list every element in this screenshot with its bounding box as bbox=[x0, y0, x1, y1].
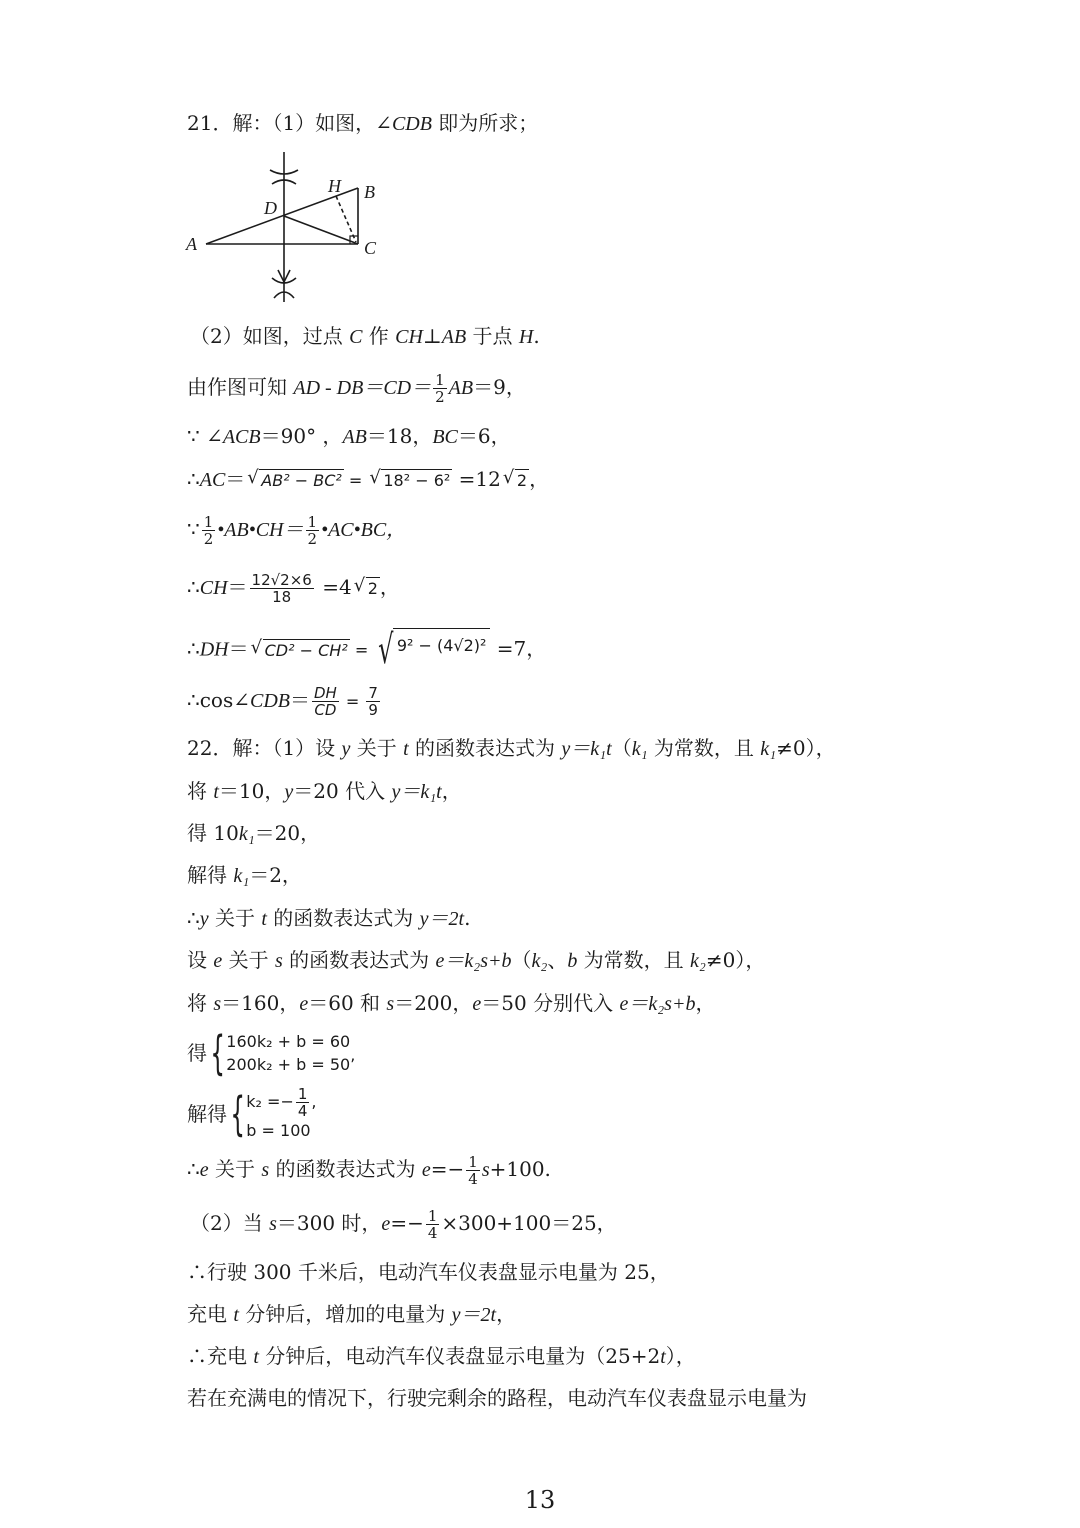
q22-step-10 bbox=[187, 1343, 696, 1370]
text: ， bbox=[529, 467, 550, 491]
math: e bbox=[299, 993, 309, 1015]
math: s bbox=[213, 993, 222, 1015]
math: k₁ bbox=[760, 738, 777, 760]
math: k₂ =− bbox=[246, 1092, 294, 1111]
math: e bbox=[381, 1213, 391, 1235]
numerator: 1 bbox=[307, 513, 318, 531]
fraction bbox=[296, 1086, 310, 1119]
text: =12 bbox=[452, 467, 501, 491]
text: 关于 bbox=[208, 1157, 262, 1181]
text: ∴ bbox=[187, 636, 200, 661]
math: •AC•BC， bbox=[321, 519, 407, 541]
q22-heading bbox=[187, 735, 836, 762]
math: t bbox=[233, 1304, 239, 1326]
math: y＝k₁t bbox=[391, 781, 442, 803]
system-rows bbox=[226, 1030, 355, 1076]
text: ∵ ∠ bbox=[187, 424, 223, 448]
sqrt-large bbox=[373, 628, 490, 672]
q21-heading-tail: 即为所求； bbox=[431, 111, 539, 135]
math: y bbox=[199, 908, 209, 930]
text: ＝2， bbox=[249, 863, 302, 887]
label-c: C bbox=[364, 238, 377, 258]
text: ＝ bbox=[225, 467, 246, 491]
math: k₂ bbox=[531, 950, 548, 972]
sqrt bbox=[369, 468, 452, 494]
text: 为常数，且 bbox=[647, 736, 761, 760]
text: 的函数表达式为 bbox=[282, 948, 436, 972]
text: . bbox=[533, 324, 540, 348]
text: 设 bbox=[187, 948, 214, 972]
numerator: 1 bbox=[297, 1085, 308, 1103]
denominator: 18 bbox=[272, 588, 292, 606]
denominator: 2 bbox=[203, 530, 214, 548]
math: t bbox=[253, 1346, 259, 1368]
brace: { bbox=[230, 1087, 245, 1141]
fraction bbox=[312, 685, 339, 718]
sqrt bbox=[503, 468, 529, 494]
numerator: 12√2×6 bbox=[251, 571, 312, 589]
segment-ch bbox=[336, 196, 356, 242]
math: k₁ bbox=[233, 865, 250, 887]
text: ∴cos∠ bbox=[187, 688, 250, 712]
math: H bbox=[518, 326, 534, 348]
segment-dc bbox=[284, 216, 358, 244]
math: y bbox=[284, 781, 294, 803]
denominator: CD bbox=[314, 701, 337, 719]
q21-step-2 bbox=[187, 423, 511, 450]
math: e bbox=[421, 1159, 431, 1181]
math: CDB bbox=[250, 690, 290, 712]
text: （2）当 bbox=[190, 1211, 270, 1235]
text: ∴ bbox=[187, 467, 200, 491]
text: =− bbox=[430, 1157, 465, 1181]
text: ≠0）， bbox=[705, 948, 766, 972]
math: y bbox=[341, 738, 351, 760]
numerator: 1 bbox=[203, 513, 214, 531]
math: t bbox=[261, 908, 267, 930]
math: t bbox=[660, 1346, 666, 1368]
text: ∴ bbox=[187, 906, 200, 930]
q21-step-4 bbox=[187, 514, 406, 547]
text: 由作图可知 bbox=[187, 375, 294, 399]
text: 22．解：（1）设 bbox=[187, 736, 342, 760]
fraction bbox=[306, 514, 320, 547]
math: t bbox=[213, 781, 219, 803]
math: •AB•CH＝ bbox=[217, 519, 304, 541]
text: 关于 bbox=[350, 736, 404, 760]
system-row bbox=[246, 1086, 316, 1119]
text: ＝60 和 bbox=[308, 991, 387, 1015]
text: ∴ bbox=[187, 1157, 200, 1181]
text: （ bbox=[511, 948, 532, 972]
math: y＝2t bbox=[419, 908, 465, 930]
fraction bbox=[433, 372, 447, 405]
math: C bbox=[349, 326, 363, 348]
math: AC bbox=[199, 469, 226, 491]
text: +100. bbox=[489, 1157, 551, 1181]
math: s bbox=[481, 1159, 490, 1181]
q22-step-2 bbox=[187, 820, 320, 847]
math: s bbox=[261, 1159, 270, 1181]
q22-step-9 bbox=[187, 1301, 516, 1328]
sqrt bbox=[354, 576, 380, 602]
text: 为常数，且 bbox=[577, 948, 691, 972]
math: s bbox=[269, 1213, 277, 1235]
text: 的函数表达式为 bbox=[269, 1157, 422, 1181]
text: 若在充满电的情况下，行驶完剩余的路程，电动汽车仪表盘显示电量为 bbox=[187, 1386, 807, 1410]
text: 、 bbox=[547, 948, 568, 972]
math: = bbox=[340, 692, 365, 711]
text: （ bbox=[611, 736, 632, 760]
label-d: D bbox=[264, 198, 277, 218]
denominator: 2 bbox=[307, 530, 318, 548]
text: ∴行驶 300 千米后，电动汽车仪表盘显示电量为 25， bbox=[187, 1260, 670, 1284]
math: e bbox=[472, 993, 482, 1015]
text: 的函数表达式为 bbox=[408, 736, 562, 760]
numerator: 1 bbox=[468, 1153, 478, 1171]
radicand: 2 bbox=[516, 471, 528, 490]
label-b: B bbox=[364, 182, 375, 202]
text: 解得 bbox=[187, 863, 234, 887]
system-row: 200k₂ + b = 50’ bbox=[226, 1055, 356, 1074]
math: t bbox=[403, 738, 409, 760]
math: y＝2t bbox=[451, 1304, 497, 1326]
math: k₁ bbox=[631, 738, 648, 760]
math: k₂ bbox=[690, 950, 706, 972]
math: s bbox=[386, 993, 395, 1015]
text: ×300+100＝25， bbox=[441, 1211, 617, 1235]
q22-step-4 bbox=[187, 905, 470, 932]
equation-system bbox=[187, 1086, 317, 1142]
denominator: 2 bbox=[435, 388, 445, 406]
q21-heading-angle: ∠CDB bbox=[375, 113, 432, 135]
page-number: 13 bbox=[524, 1486, 556, 1514]
math: e bbox=[213, 950, 223, 972]
q21-step-3 bbox=[187, 466, 549, 494]
q21-step-6 bbox=[187, 628, 546, 672]
math: AB bbox=[342, 426, 367, 448]
numerator: 7 bbox=[368, 684, 378, 702]
text: ＝18， bbox=[366, 424, 433, 448]
radicand: CD² − CH² bbox=[264, 640, 348, 660]
q22-step-1 bbox=[187, 778, 462, 805]
brace: { bbox=[210, 1026, 225, 1080]
text: ＝ bbox=[227, 575, 248, 599]
system-row: b = 100 bbox=[246, 1121, 311, 1140]
math: k₁ bbox=[238, 823, 255, 845]
label-a: A bbox=[186, 234, 197, 254]
text: 分钟后，增加的电量为 bbox=[238, 1302, 452, 1326]
numerator: 1 bbox=[435, 371, 445, 389]
q21-heading-number: 21．解：（1）如图， bbox=[187, 111, 376, 135]
text: 于点 bbox=[466, 324, 519, 348]
text: =7， bbox=[490, 636, 547, 661]
text: . bbox=[464, 906, 471, 930]
sqrt bbox=[247, 468, 343, 494]
text: =− bbox=[390, 1211, 424, 1235]
q22-step-8 bbox=[187, 1259, 670, 1285]
text: ， bbox=[441, 779, 462, 803]
text: 解得 bbox=[187, 1102, 227, 1126]
text: ＝300 时， bbox=[276, 1211, 382, 1235]
q21-step-7 bbox=[187, 685, 382, 718]
fraction bbox=[202, 514, 216, 547]
numerator: DH bbox=[314, 684, 337, 702]
text: 的函数表达式为 bbox=[266, 906, 420, 930]
math: DH bbox=[199, 638, 229, 661]
text: ， bbox=[379, 575, 400, 599]
math: = bbox=[343, 471, 368, 490]
text: 得 10 bbox=[187, 821, 239, 845]
text: 作 bbox=[362, 324, 396, 348]
text: ＝160， bbox=[221, 991, 300, 1015]
text: ∴充电 bbox=[187, 1344, 254, 1368]
equation-system bbox=[187, 1026, 356, 1080]
q22-system-2 bbox=[187, 1086, 317, 1142]
math: CH bbox=[199, 577, 228, 599]
q22-step-11 bbox=[187, 1385, 807, 1411]
text: ＝6， bbox=[457, 424, 511, 448]
text: ＝9， bbox=[473, 375, 526, 399]
math: y＝k₁t bbox=[561, 738, 612, 760]
text: ∴ bbox=[187, 575, 200, 599]
q22-step-7 bbox=[187, 1154, 551, 1187]
text: 关于 bbox=[208, 906, 262, 930]
text: ＝ bbox=[290, 688, 310, 712]
radicand: 18² − 6² bbox=[383, 471, 451, 490]
fraction bbox=[366, 685, 380, 718]
denominator: 4 bbox=[468, 1170, 478, 1188]
text: ＝20 代入 bbox=[293, 779, 392, 803]
numerator: 1 bbox=[427, 1207, 438, 1225]
radicand: 2 bbox=[367, 579, 378, 598]
system-row: 160k₂ + b = 60 bbox=[226, 1032, 351, 1051]
radicand: AB² − BC² bbox=[261, 471, 342, 490]
text: 得 bbox=[187, 1041, 207, 1065]
sqrt-sign: √ bbox=[378, 627, 394, 673]
fraction bbox=[250, 572, 314, 605]
denominator: 4 bbox=[427, 1224, 438, 1242]
system-rows bbox=[246, 1086, 316, 1142]
text: ， bbox=[496, 1302, 517, 1326]
text: （2）如图，过点 bbox=[190, 324, 350, 348]
text: 将 bbox=[187, 991, 214, 1015]
q21-step-1 bbox=[187, 372, 526, 405]
text: ， bbox=[695, 991, 716, 1015]
math: ACB bbox=[222, 426, 261, 448]
math: AB bbox=[448, 377, 474, 399]
denominator: 4 bbox=[297, 1102, 308, 1120]
text: 分钟后，电动汽车仪表盘显示电量为（25+2 bbox=[258, 1344, 661, 1368]
fraction bbox=[426, 1208, 440, 1241]
text: ）， bbox=[665, 1344, 696, 1368]
q21-part2-line bbox=[190, 323, 540, 350]
text: ＝90° ， bbox=[260, 424, 343, 448]
fraction bbox=[466, 1154, 480, 1187]
q22-step-3 bbox=[187, 862, 302, 889]
text: ＝20， bbox=[254, 821, 321, 845]
text: ＝200， bbox=[394, 991, 473, 1015]
math: s bbox=[274, 950, 283, 972]
math: e bbox=[199, 1159, 209, 1181]
text: ＝ bbox=[228, 636, 249, 661]
text: ＝50 分别代入 bbox=[481, 991, 620, 1015]
q22-step-5 bbox=[187, 947, 765, 974]
q22-step-6 bbox=[187, 990, 715, 1017]
radicand: 9² − (4√2)² bbox=[393, 628, 491, 672]
q22-system-1 bbox=[187, 1026, 356, 1080]
sqrt bbox=[251, 638, 350, 664]
q21-step-5 bbox=[187, 572, 400, 605]
math: e＝k₂s+b bbox=[435, 950, 512, 972]
math: AD - DB＝CD＝ bbox=[293, 377, 432, 399]
q21-geometry-figure bbox=[180, 148, 400, 308]
text: 关于 bbox=[222, 948, 275, 972]
text: ＝10， bbox=[218, 779, 285, 803]
math: BC bbox=[432, 426, 458, 448]
text: 充电 bbox=[187, 1302, 234, 1326]
math: e＝k₂s+b bbox=[619, 993, 696, 1015]
math: CH⊥AB bbox=[395, 326, 467, 348]
denominator: 9 bbox=[368, 701, 378, 719]
text: 将 bbox=[187, 779, 214, 803]
text: ∵ bbox=[187, 517, 200, 541]
text: =4 bbox=[315, 575, 352, 599]
text: ≠0）， bbox=[776, 736, 836, 760]
math: = bbox=[349, 640, 374, 660]
math: b bbox=[567, 950, 578, 972]
label-h: H bbox=[328, 176, 341, 196]
q22-part2-line bbox=[190, 1208, 617, 1241]
q21-heading bbox=[187, 110, 538, 137]
math: , bbox=[311, 1092, 317, 1111]
